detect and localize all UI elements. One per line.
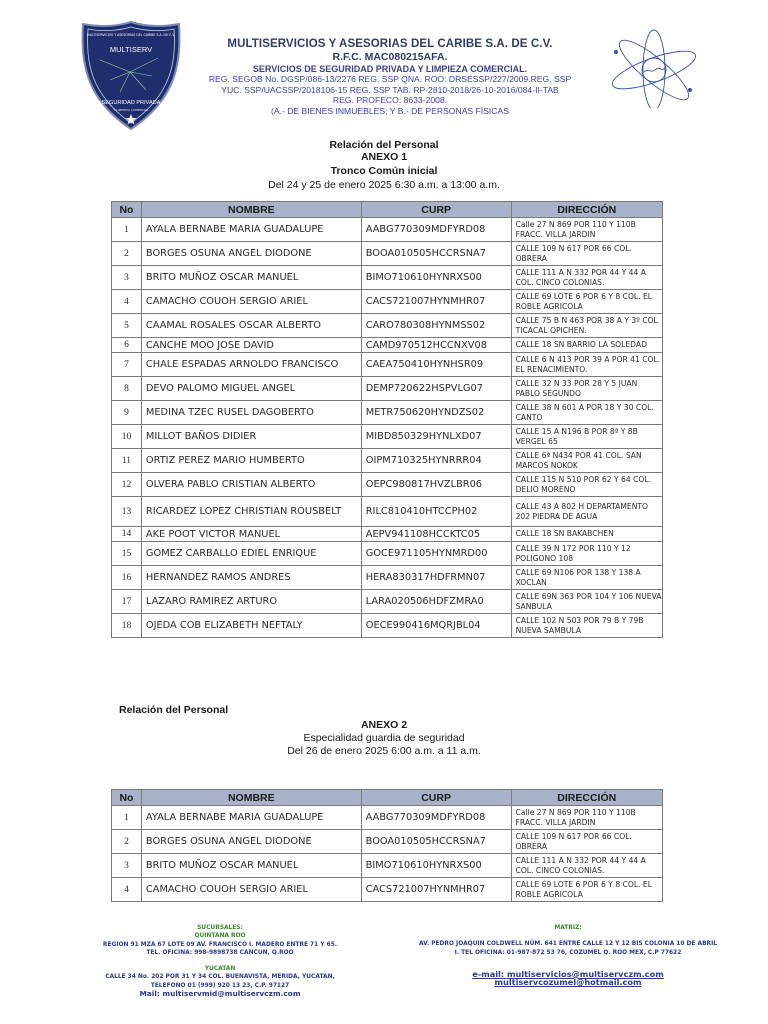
- cell-direccion: CALLE 115 N 510 POR 62 Y 64 COL. DELIO MORENO: [511, 473, 662, 497]
- cell-direccion: CALLE 109 N 617 POR 66 COL. OBRERA: [511, 830, 662, 854]
- table-row: [112, 566, 663, 590]
- headquarters-address: AV. PEDRO JOAQUIN COLDWELL NÚM. 641 ENTRE CALLE 12 Y 12 BIS COLONIA 10 DE ABRIL: [418, 941, 718, 948]
- cell-curp: CACS721007HYNMHR07: [361, 290, 511, 314]
- cell-curp: HERA830317HDFRMN07: [361, 566, 511, 590]
- cell-nombre: CAAMAL ROSALES OSCAR ALBERTO: [141, 314, 361, 338]
- cell-nombre: CHALE ESPADAS ARNOLDO FRANCISCO: [141, 353, 361, 377]
- footer-branches: [80, 924, 360, 998]
- cell-no: 1: [112, 806, 142, 830]
- registration-line: REG. SEGOB No. DGSP/086-13/2276 REG. SSP QNA. ROO: DRSESSP/227/2009.REG. SSP: [208, 74, 572, 84]
- cell-direccion: CALLE 111 A N 332 POR 44 Y 44 A COL. CINCO COLONIAS.: [511, 854, 662, 878]
- anexo1-relacion: Relación del Personal: [329, 139, 439, 151]
- cell-direccion: CALLE 6ª N434 POR 41 COL. SAN MARCOS NOKOK: [511, 449, 662, 473]
- cell-nombre: HERNANDEZ RAMOS ANDRES: [141, 566, 361, 590]
- cell-direccion: CALLE 69N 363 POR 104 Y 106 NUEVA SANBULA: [511, 590, 662, 614]
- table-row: [112, 830, 663, 854]
- cell-direccion: CALLE 111 A N 332 POR 44 Y 44 A COL. CINCO COLONIAS.: [511, 266, 662, 290]
- table-row: [112, 854, 663, 878]
- table-row: [112, 377, 663, 401]
- registration-line: (A.- DE BIENES INMUEBLES; Y B.- DE PERSONAS FÍSICAS: [271, 105, 509, 116]
- cell-direccion: CALLE 109 N 617 POR 66 COL. OBRERA: [511, 242, 662, 266]
- cell-direccion: CALLE 102 N 503 POR 79 B Y 79B NUEVA SAMBULA: [511, 614, 662, 638]
- table-row: [112, 590, 663, 614]
- cell-direccion: Calle 27 N 869 POR 110 Y 110B FRACC. VILLA JARDIN: [511, 806, 662, 830]
- cell-no: 14: [112, 527, 142, 542]
- cell-curp: OIPM710325HYNRRR04: [361, 449, 511, 473]
- atom-logo-icon: [604, 28, 704, 108]
- security-badge-logo: [80, 20, 182, 132]
- cell-no: 13: [112, 497, 142, 527]
- headquarters-email-link[interactable]: e-mail: multiservicios@multiservczm.com: [472, 968, 664, 979]
- badge-top-text: MULTISERVICIOS Y ASESORIAS DEL CARIBE S.A. DE C.V.: [86, 33, 176, 37]
- anexo2-table: [111, 789, 663, 902]
- table-row: [112, 338, 663, 353]
- cell-direccion: CALLE 69 LOTE 6 POR 6 Y 8 COL. EL ROBLE AGRICOLA: [511, 878, 662, 902]
- cell-no: 4: [112, 290, 142, 314]
- table-row: [112, 449, 663, 473]
- branch-phone: TEL. OFICINA: 998-9898738 CANCUN, Q.ROO: [146, 949, 294, 956]
- headquarters-heading: MATRIZ:: [554, 925, 582, 931]
- cell-direccion: CALLE 32 N 33 POR 28 Y 5 JUAN PABLO SEGUNDO: [511, 377, 662, 401]
- cell-direccion: CALLE 18 SN BARRIO LA SOLEDAD: [511, 338, 662, 353]
- cell-direccion: CALLE 39 N 172 POR 110 Y 12 POLIGONO 108: [511, 542, 662, 566]
- anexo2-title: ANEXO 2: [360, 719, 408, 731]
- cell-curp: BIMO710610HYNRXS00: [361, 854, 511, 878]
- cell-direccion: CALLE 69 N106 POR 138 Y 138 A XOCLAN: [511, 566, 662, 590]
- cell-nombre: LAZARO RAMIREZ ARTURO: [141, 590, 361, 614]
- cell-nombre: BRITO MUÑOZ OSCAR MANUEL: [141, 854, 361, 878]
- anexo2-subtitle: Especialidad guardia de seguridad: [303, 732, 465, 744]
- cell-nombre: AYALA BERNABE MARIA GUADALUPE: [141, 806, 361, 830]
- anexo1-title: ANEXO 1: [360, 151, 408, 163]
- cell-no: 16: [112, 566, 142, 590]
- badge-brand: MULTISERV: [109, 45, 153, 54]
- cell-nombre: OLVERA PABLO CRISTIAN ALBERTO: [141, 473, 361, 497]
- branch-address: CALLE 34 No. 202 POR 31 Y 34 COL. BUENAVISTA, MERIDA, YUCATAN,: [105, 974, 335, 981]
- cell-nombre: MILLOT BAÑOS DIDIER: [141, 425, 361, 449]
- table-row: [112, 401, 663, 425]
- table-header-row: [112, 202, 663, 218]
- header-curp: CURP: [361, 790, 511, 806]
- anexo1-table: [111, 201, 663, 638]
- table-row: [112, 266, 663, 290]
- header-no: No: [112, 790, 142, 806]
- cell-no: 4: [112, 878, 142, 902]
- table-row: [112, 353, 663, 377]
- cell-curp: CARO780308HYNMSS02: [361, 314, 511, 338]
- table-row: [112, 614, 663, 638]
- cell-no: 17: [112, 590, 142, 614]
- branch-phone: TELEFONO 01 (999) 920 13 23, C.P. 97127: [150, 982, 290, 989]
- cell-curp: METR750620HYNDZS02: [361, 401, 511, 425]
- cell-nombre: BRITO MUÑOZ OSCAR MANUEL: [141, 266, 361, 290]
- cell-curp: CACS721007HYNMHR07: [361, 878, 511, 902]
- header-direccion: DIRECCIÓN: [511, 202, 662, 218]
- footer-headquarters: [388, 924, 748, 986]
- cell-direccion: CALLE 43 A 802 H DEPARTAMENTO 202 PIEDRA DE AGUA: [511, 497, 662, 527]
- cell-curp: BOOA010505HCCRSNA7: [361, 830, 511, 854]
- table-row: [112, 290, 663, 314]
- cell-curp: BOOA010505HCCRSNA7: [361, 242, 511, 266]
- cell-direccion: Calle 27 N 869 POR 110 Y 110B FRACC. VILLA JARDIN: [511, 218, 662, 242]
- table-row: [112, 425, 663, 449]
- cell-direccion: CALLE 69 LOTE 6 POR 6 Y 8 COL. EL ROBLE AGRICOLA: [511, 290, 662, 314]
- table-row: [112, 242, 663, 266]
- cell-curp: AABG770309MDFYRD08: [361, 218, 511, 242]
- company-rfc: R.F.C. MAC080215AFA.: [332, 51, 448, 63]
- header-direccion: DIRECCIÓN: [511, 790, 662, 806]
- cell-curp: DEMP720622HSPVLG07: [361, 377, 511, 401]
- header-nombre: NOMBRE: [141, 202, 361, 218]
- table-row: [112, 806, 663, 830]
- cell-direccion: CALLE 38 N 601 A POR 18 Y 30 COL. CANTO: [511, 401, 662, 425]
- anexo2-relacion: Relación del Personal: [119, 704, 229, 716]
- branch-region-quintana-roo: QUINTANA ROO: [194, 933, 246, 940]
- table-row: [112, 497, 663, 527]
- anexo1-subtitle: Tronco Común inicial: [330, 165, 438, 177]
- header-nombre: NOMBRE: [141, 790, 361, 806]
- cell-no: 9: [112, 401, 142, 425]
- cell-no: 18: [112, 614, 142, 638]
- table-row: [112, 473, 663, 497]
- table-header-row: [112, 790, 663, 806]
- badge-service: SEGURIDAD PRIVADA: [101, 100, 161, 106]
- cell-nombre: BORGES OSUNA ANGEL DIODONE: [141, 830, 361, 854]
- cell-curp: AABG770309MDFYRD08: [361, 806, 511, 830]
- cell-nombre: CAMACHO COUOH SERGIO ARIEL: [141, 878, 361, 902]
- cell-curp: LARA020506HDFZMRA0: [361, 590, 511, 614]
- cell-nombre: MEDINA TZEC RUSEL DAGOBERTO: [141, 401, 361, 425]
- headquarters-email-link-2[interactable]: multiservcozumel@hotmail.com: [494, 977, 642, 988]
- cell-curp: BIMO710610HYNRXS00: [361, 266, 511, 290]
- cell-no: 6: [112, 338, 142, 353]
- cell-no: 5: [112, 314, 142, 338]
- cell-direccion: CALLE 6 N 413 POR 39 A POR 41 COL. EL RENACIMIENTO.: [511, 353, 662, 377]
- table-row: [112, 218, 663, 242]
- cell-curp: CAEA750410HYNHSR09: [361, 353, 511, 377]
- registration-line: YUC. SSP/UACSSP/2018106-15 REG. SSP TAB. RP-2810-2018/26-10-2016/084-II-TAB: [221, 84, 559, 95]
- cell-no: 2: [112, 830, 142, 854]
- cell-direccion: CALLE 15 A N196 B POR 8ª Y 8B VERGEL 65: [511, 425, 662, 449]
- cell-no: 1: [112, 218, 142, 242]
- table-row: [112, 527, 663, 542]
- table-row: [112, 542, 663, 566]
- cell-no: 2: [112, 242, 142, 266]
- cell-curp: AEPV941108HCCKTC05: [361, 527, 511, 542]
- cell-no: 10: [112, 425, 142, 449]
- letterhead: [0, 0, 768, 135]
- table-row: [112, 878, 663, 902]
- cell-nombre: AKE POOT VICTOR MANUEL: [141, 527, 361, 542]
- anexo1-dates: Del 24 y 25 de enero 2025 6:30 a.m. a 13:00 a.m.: [268, 179, 500, 191]
- headquarters-phone: I. TEL OFICINA: 01-987-872 53 76, COZUMEL Q. ROO MEX, C.P 77622: [454, 949, 682, 956]
- registration-line: REG. PROFECO: 8633-2008.: [332, 95, 448, 106]
- cell-no: 12: [112, 473, 142, 497]
- cell-no: 3: [112, 266, 142, 290]
- cell-no: 7: [112, 353, 142, 377]
- cell-no: 15: [112, 542, 142, 566]
- cell-direccion: CALLE 18 SN BAKABCHEN: [511, 527, 662, 542]
- cell-curp: OEPC980817HVZLBR06: [361, 473, 511, 497]
- company-info: [190, 38, 590, 116]
- branches-heading: SUCURSALES:: [197, 925, 243, 931]
- cell-curp: RILC810410HTCCPH02: [361, 497, 511, 527]
- cell-nombre: ORTIZ PEREZ MARIO HUMBERTO: [141, 449, 361, 473]
- cell-curp: CAMD970512HCCNXV08: [361, 338, 511, 353]
- cell-direccion: CALLE 75 B N 463 POR 38 A Y 3º COL TICACAL OPICHEN.: [511, 314, 662, 338]
- badge-bottom-text: Y LIMPIEZA COMERCIAL: [113, 108, 149, 112]
- company-services: SERVICIOS DE SEGURIDAD PRIVADA Y LIMPIEZA COMERCIAL.: [252, 64, 528, 74]
- cell-nombre: CAMACHO COUOH SERGIO ARIEL: [141, 290, 361, 314]
- cell-curp: GOCE971105HYNMRD00: [361, 542, 511, 566]
- cell-curp: OECE990416MQRJBL04: [361, 614, 511, 638]
- cell-nombre: OJEDA COB ELIZABETH NEFTALY: [141, 614, 361, 638]
- cell-nombre: CANCHE MOO JOSE DAVID: [141, 338, 361, 353]
- cell-nombre: DEVO PALOMO MIGUEL ANGEL: [141, 377, 361, 401]
- cell-nombre: GOMEZ CARBALLO EDIEL ENRIQUE: [141, 542, 361, 566]
- header-curp: CURP: [361, 202, 511, 218]
- branch-region-yucatan: YUCATAN: [204, 966, 236, 973]
- header-no: No: [112, 202, 142, 218]
- anexo2-dates: Del 26 de enero 2025 6:00 a.m. a 11 a.m.: [287, 745, 481, 757]
- table-row: [112, 314, 663, 338]
- branch-email-link[interactable]: Mail: multiservmid@multiservczm.com: [139, 989, 301, 999]
- branch-address: REGION 91 MZA 67 LOTE 09 AV. FRANCISCO I. MADERO ENTRE 71 Y 65.: [102, 941, 338, 948]
- company-name: MULTISERVICIOS Y ASESORIAS DEL CARIBE S.A. DE C.V.: [227, 38, 553, 50]
- cell-nombre: RICARDEZ LOPEZ CHRISTIAN ROUSBELT: [141, 497, 361, 527]
- cell-no: 8: [112, 377, 142, 401]
- cell-curp: MIBD850329HYNLXD07: [361, 425, 511, 449]
- cell-nombre: AYALA BERNABE MARIA GUADALUPE: [141, 218, 361, 242]
- cell-nombre: BORGES OSUNA ANGEL DIODONE: [141, 242, 361, 266]
- cell-no: 3: [112, 854, 142, 878]
- cell-no: 11: [112, 449, 142, 473]
